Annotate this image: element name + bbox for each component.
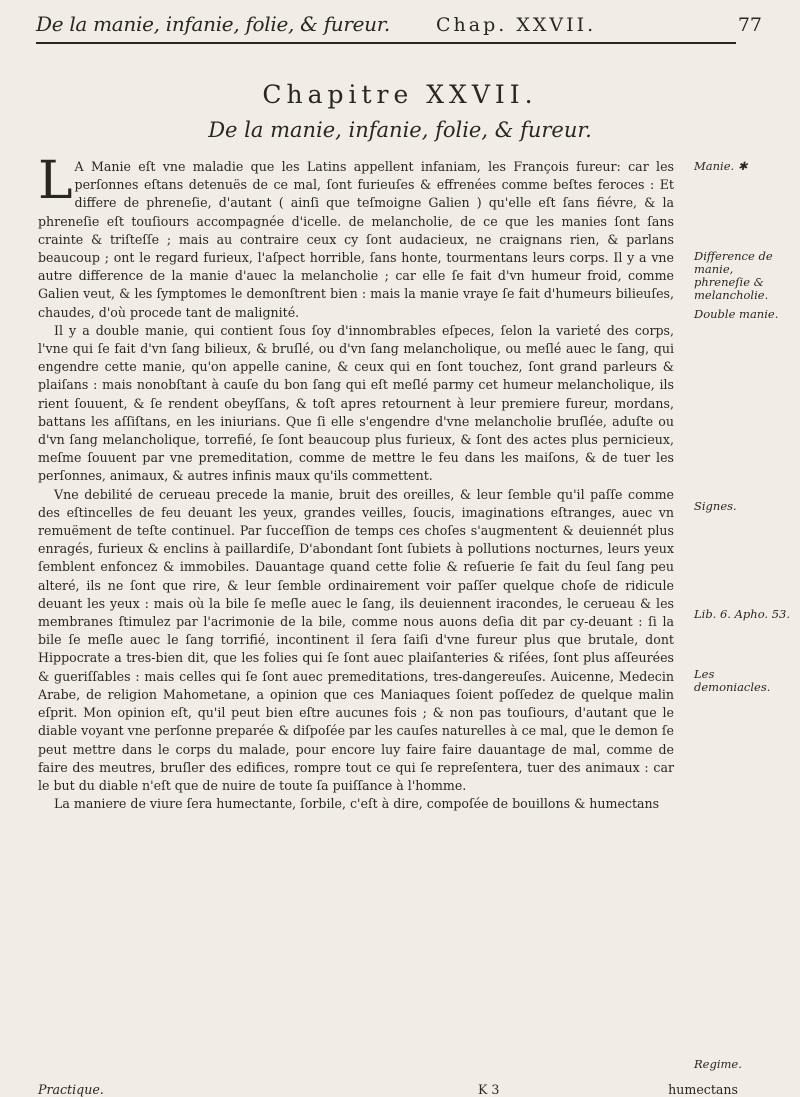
margin-note-manie: Manie. ✱ [694,159,748,173]
margin-note-double-manie: Double manie. [694,307,779,321]
running-header [36,8,772,42]
paragraph-3: Vne debilité de cerueau precede la manie, bruit des oreilles, & leur ſemble qu'il paſſe comme des eſtincelles de feu deuant les yeux, grandes veilles, ſoucis, imaginations eſtranges, auec vn remuëment de teſte continuel. Par ſucceſſion de temps ces choſes s'augmentent & deuiennét plus enragés, furieux & enclins à paillardiſe, D'abondant ſont ſubiets à pollutions nocturnes, leurs yeux ſemblent enfoncez & immobiles. Dauantage quand cette folie & reſuerie ſe fait du ſeul ſang peu alteré, ils ne ſont que rire, & leur ſemble ordinairement voir paſſer quelque choſe de ridicule deuant les yeux : mais où la bile ſe meſle auec le ſang, ils deuiennent iracondes, le cerueau & les membranes ſtimulez par l'acrimonie de la bile, comme nous auons deſia dit par cy-deuant : ſi la bile ſe meſle auec le ſang torrifié, incontinent il ſera ſaiſi d'vne fureur plus que brutale, dont Hippocrate a tres-bien dit, que les folies qui ſe ſont auec plaiſanteries & riſées, ſont plus aſſeurées & gueriſſables : mais celles qui ſe ſont auec premeditations, tres-dangereuſes. Auicenne, Medecin Arabe, de religion Mahometane, a opinion que ces Maniaques ſoient poſſedez de quelque malin eſprit. Mon opinion eſt, qu'il peut bien eſtre aucunes fois ; & non pas touſiours, d'autant que le diable voyant vne perſonne preparée & diſpoſée par les cauſes naturelles à ce mal, que le demon ſe peut mettre dans le corps du malade, pour encore luy faire faire dauantage de mal, comme de faire des meutres, bruſler des edifices, rompre tout ce qui ſe repreſentera, tuer des animaux : car le but du diable n'eſt que de nuire de toute ſa puiſſance à l'homme. [38,486,674,793]
page-footer [38,1082,738,1096]
chapter-label: Chap. XXVII. [436,14,597,36]
margin-note-signes: Signes. [694,499,737,513]
paragraph-1 [38,151,674,322]
margin-note-aphorism: Lib. 6. Apho. 53. [694,607,791,621]
page-number: 77 [737,14,762,36]
signature-mark: K 3 [478,1082,500,1097]
running-title: De la manie, infanie, folie, & fureur. [36,12,390,36]
drop-cap: L [38,151,73,211]
margin-note-difference: Difference de manie, phreneſie & melancholie. [694,249,773,302]
catchword: humectans [668,1082,738,1097]
margin-note-demoniacles: Les demoniacles. [694,667,771,694]
paragraph-2: Il y a double manie, qui contient ſous ſoy d'innombrables eſpeces, ſelon la varieté des corps, l'vne qui ſe fait d'vn ſang bilieux, & bruſlé, ou d'vn ſang melancholique, ou meſlé auec le ſang, qui engendre cette manie, qu'on appelle canine, & ceux qui en ſont touchez, ſont grand parleurs & plaiſans : mais nonobſtant à cauſe du bon ſang qui eſt meſlé parmy cet humeur melancholique, ils rient ſouuent, & ſe rendent obeyſſans, & toſt apres retournent à leur premiere fureur, mordans, battans les aſſiſtans, en les iniurians. Que ſi elle s'engendre d'vne melancholie bruſlée, aduſte ou d'vn ſang melancholique, torrefié, ſe ſont beaucoup plus furieux, & ſont des actes plus pernicieux, meſme ſouuent par vne premeditation, comme de mettre le feu dans les maiſons, & de tuer les perſonnes, animaux, & autres infinis maux qu'ils commettent. [38,322,674,484]
paragraph-4: La maniere de viure ſera humectante, ſorbile, c'eſt à dire, compoſée de bouillons & humectans [54,796,660,812]
footer-left-word: Practique. [38,1082,104,1097]
margin-note-regime: Regime. [694,1057,742,1071]
chapter-title: Chapitre XXVII. [262,80,538,109]
chapter-subtitle: De la manie, infanie, folie, & fureur. [208,118,592,142]
body-text [38,151,674,813]
header-rule [36,42,736,44]
paragraph-1-text: A Manie eſt vne maladie que les Latins appellent infaniam, les François fureur: car les perſonnes eſtans detenuës de ce mal, ſont furieuſes & effrenées comme beſtes feroces : Et differe de phreneſie, d'autant ( ainſi que teſmoigne Galien ) qu'elle eſt ſans fiévre, & la phreneſie eſt touſiours accompagnée d'icelle. de melancholie, de ce que les manies ſont ſans crainte & triſteſſe ; mais au contraire ceux cy ſont audacieux, ne craignans rien, & parlans beaucoup ; ont le regard furieux, l'aſpect horrible, ſans honte, tourmentans leurs corps. Il y a vne autre difference de la manie d'auec la melancholie ; car elle ſe fait d'vn humeur froid, comme Galien veut, & les ſymptomes le demonſtrent bien : mais la manie vraye ſe fait d'humeurs bilieuſes, chaudes, d'où procede tant de malignité. [38,159,674,320]
